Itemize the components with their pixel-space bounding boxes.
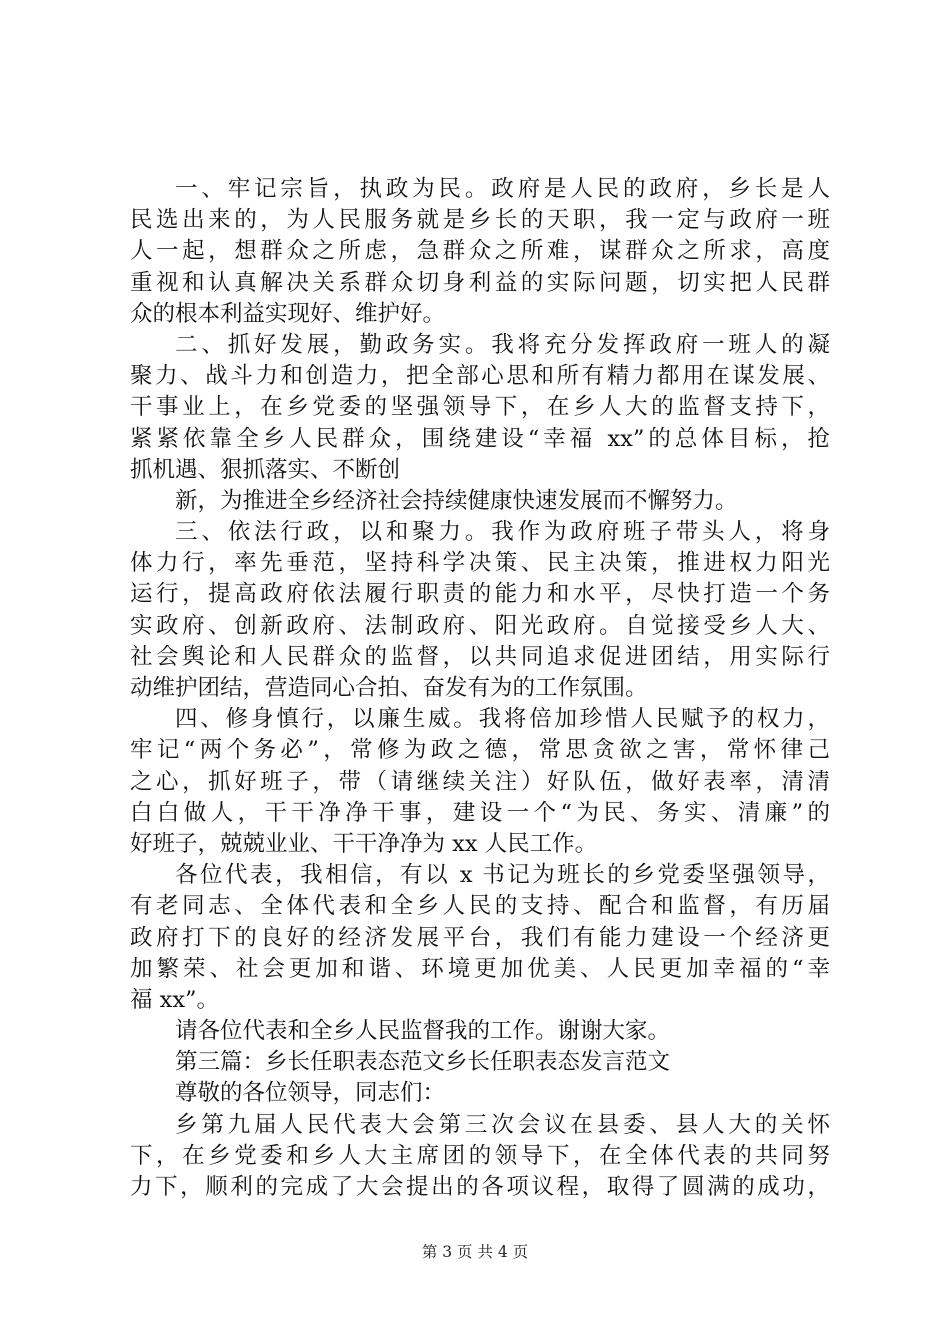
text-line: 运行，提高政府依法履行职责的能力和水平，尽快打造一个务: [130, 581, 830, 608]
text-line: 好班子，兢兢业业、干干净净为 xx 人民工作。: [130, 830, 598, 857]
text-line: 之心，抓好班子，带（请继续关注）好队伍，做好表率，清清: [130, 768, 830, 795]
text-line: 请各位代表和全乡人民监督我的工作。谢谢大家。: [175, 1018, 671, 1045]
text-line: 四、修身慎行，以廉生威。我将倍加珍惜人民赋予的权力，: [175, 706, 830, 733]
text-line: 社会舆论和人民群众的监督，以共同追求促进团结，用实际行: [130, 643, 830, 670]
text-line: 三、依法行政，以和聚力。我作为政府班子带头人，将身: [175, 519, 830, 546]
text-line: 紧紧依靠全乡人民群众，围绕建设“幸福 xx”的总体目标，抢: [130, 425, 830, 452]
text-line: 动维护团结，营造同心合拍、奋发有为的工作氛围。: [130, 675, 648, 701]
text-line: 力下，顺利的完成了大会提出的各项议程，取得了圆满的成功，: [130, 1174, 830, 1200]
text-line: 第三篇：乡长任职表态范文乡长任职表态发言范文: [175, 1049, 671, 1076]
text-line: 牢记“两个务必”，常修为政之德，常思贪欲之害，常怀律己: [130, 737, 830, 764]
text-line: 人一起，想群众之所虑，急群众之所难，谋群众之所求，高度: [130, 238, 830, 265]
text-line: 重视和认真解决关系群众切身利益的实际问题，切实把人民群: [130, 269, 830, 296]
text-line: 下，在乡党委和乡人大主席团的领导下，在全体代表的共同努: [130, 1142, 830, 1169]
text-line: 乡第九届人民代表大会第三次会议在县委、县人大的关怀: [175, 1111, 830, 1138]
text-line: 二、抓好发展，勤政务实。我将充分发挥政府一班人的凝: [175, 331, 830, 358]
text-line: 干事业上，在乡党委的坚强领导下，在乡人大的监督支持下，: [130, 394, 830, 421]
text-line: 实政府、创新政府、法制政府、阳光政府。自觉接受乡人大、: [130, 612, 830, 639]
text-line: 众的根本利益实现好、维护好。: [130, 300, 446, 327]
text-line: 抓机遇、狠抓落实、不断创: [130, 456, 401, 483]
text-line: 政府打下的良好的经济发展平台，我们有能力建设一个经济更: [130, 924, 830, 951]
page-footer: 第 3 页 共 4 页: [421, 1243, 529, 1261]
text-line: 尊敬的各位领导，同志们：: [175, 1080, 446, 1107]
text-line: 各位代表，我相信，有以 x 书记为班长的乡党委坚强领导，: [175, 862, 830, 889]
text-line: 加繁荣、社会更加和谐、环境更加优美、人民更加幸福的“幸: [130, 955, 830, 982]
text-line: 聚力、战斗力和创造力，把全部心思和所有精力都用在谋发展、: [130, 363, 830, 390]
text-line: 白白做人，干干净净干事，建设一个“为民、务实、清廉”的: [130, 799, 830, 826]
document-body: [130, 174, 830, 1203]
text-line: 体力行，率先垂范，坚持科学决策、民主决策，推进权力阳光: [130, 550, 830, 577]
text-line: 有老同志、全体代表和全乡人民的支持、配合和监督，有历届: [130, 893, 830, 920]
text-line: 一、牢记宗旨，执政为民。政府是人民的政府，乡长是人: [175, 176, 830, 202]
text-line: 新，为推进全乡经济社会持续健康快速发展而不懈努力。: [175, 487, 738, 514]
text-line: 福 xx”。: [130, 986, 220, 1013]
text-line: 民选出来的，为人民服务就是乡长的天职，我一定与政府一班: [130, 207, 830, 234]
